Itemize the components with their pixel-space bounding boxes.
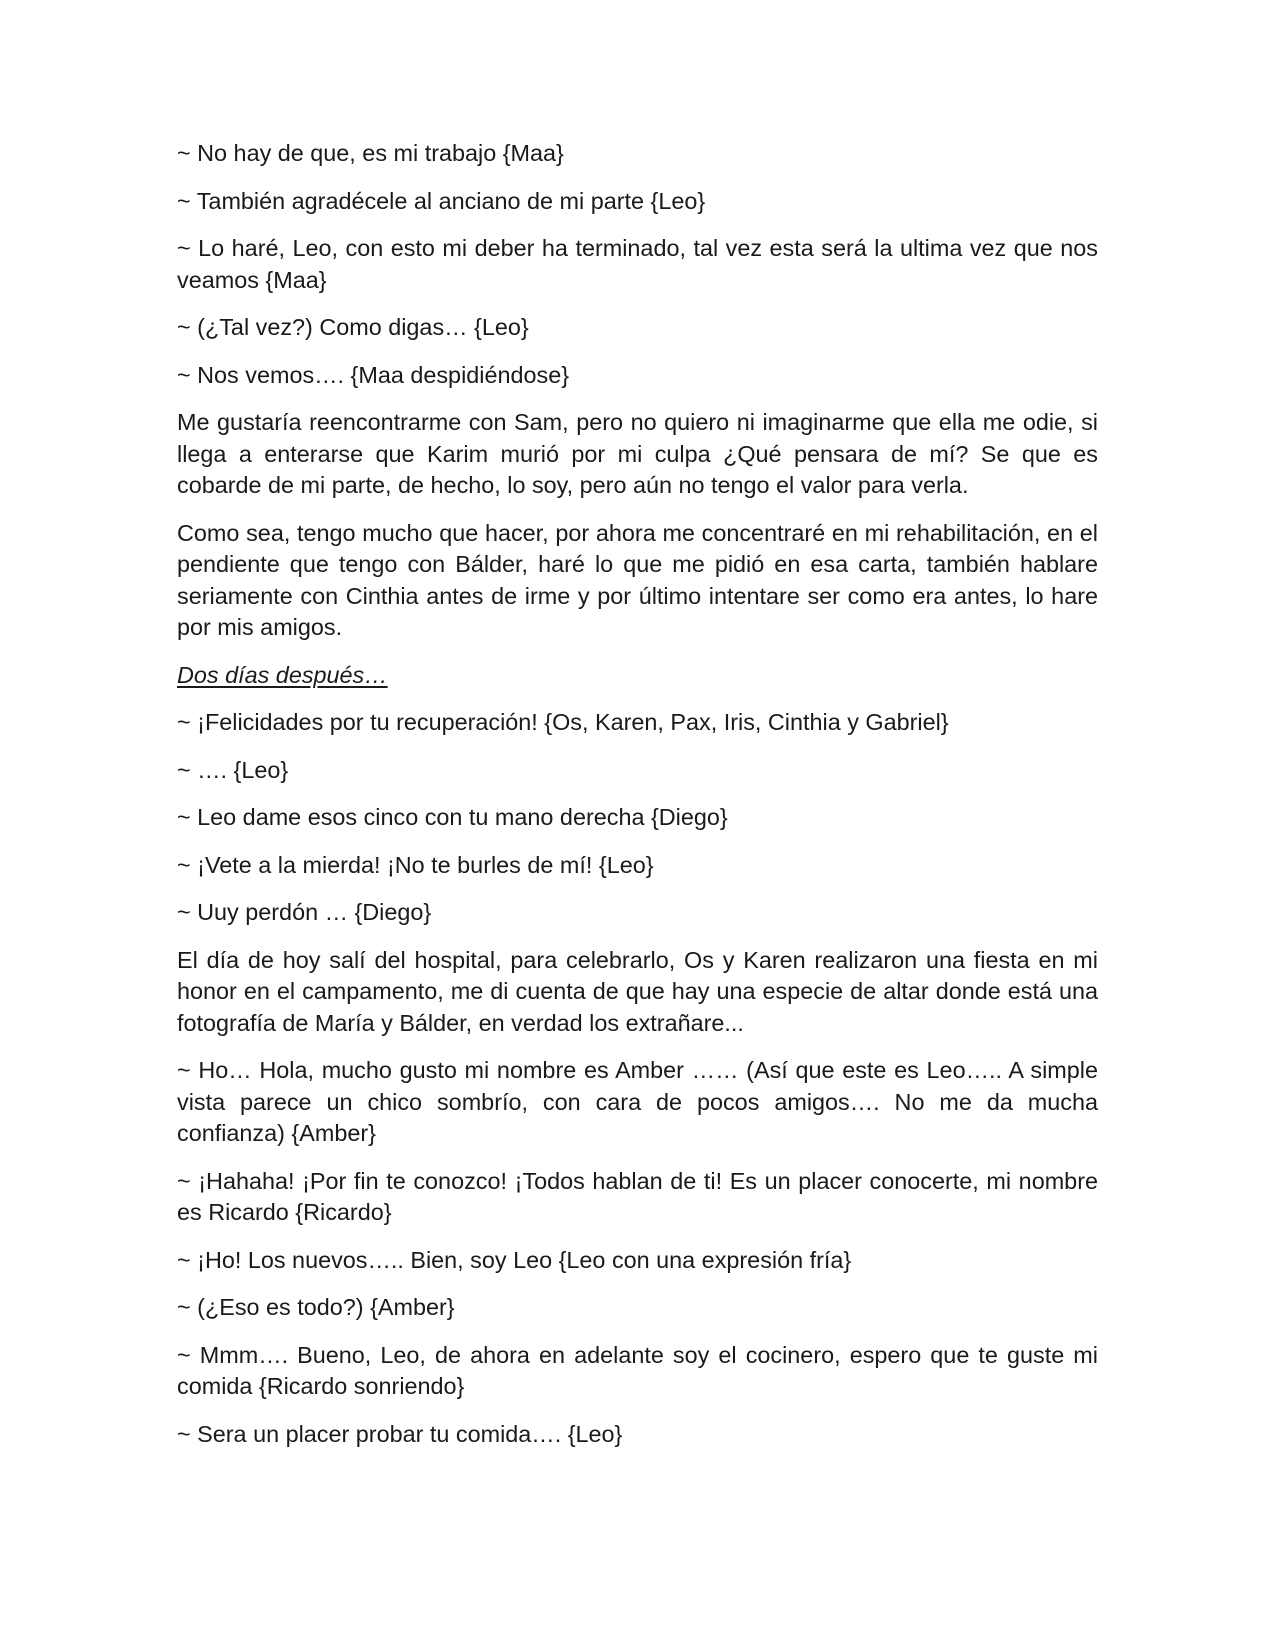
narration-paragraph: El día de hoy salí del hospital, para celebrarlo, Os y Karen realizaron una fiesta en mi honor en el campamento, me di cuenta de que hay una especie de altar donde está una fotografía de María y Bálder, en verdad los extrañare... bbox=[177, 946, 1098, 1036]
dialogue-line: ~ Mmm…. Bueno, Leo, de ahora en adelante soy el cocinero, espero que te guste mi comida {Ricardo sonriendo} bbox=[177, 1341, 1098, 1399]
dialogue-line: ~ ¡Vete a la mierda! ¡No te burles de mí! {Leo} bbox=[177, 851, 654, 878]
narration-paragraph: Como sea, tengo mucho que hacer, por ahora me concentraré en mi rehabilitación, en el pendiente que tengo con Bálder, haré lo que me pidió en esa carta, también hablare seriamente con Cinthia antes de irme y por último intentare ser como era antes, lo hare por mis amigos. bbox=[177, 519, 1098, 640]
dialogue-line: ~ …. {Leo} bbox=[177, 756, 289, 783]
dialogue-line: ~ (¿Eso es todo?) {Amber} bbox=[177, 1294, 455, 1320]
dialogue-line: ~ Sera un placer probar tu comida…. {Leo} bbox=[177, 1420, 623, 1447]
narration-paragraph: Me gustaría reencontrarme con Sam, pero no quiero ni imaginarme que ella me odie, si llega a enterarse que Karim murió por mi culpa ¿Qué pensara de mí? Se que es cobarde de mi parte, de hecho, lo soy, pero aún no tengo el valor para verla. bbox=[177, 409, 1098, 498]
dialogue-line: ~ Nos vemos…. {Maa despidiéndose} bbox=[177, 361, 570, 388]
scene-break-text: Dos días después… bbox=[177, 661, 388, 688]
dialogue-line: ~ (¿Tal vez?) Como digas… {Leo} bbox=[177, 314, 529, 340]
document-page bbox=[177, 138, 1098, 1466]
dialogue-line: ~ No hay de que, es mi trabajo {Maa} bbox=[177, 140, 564, 166]
dialogue-line: ~ Ho… Hola, mucho gusto mi nombre es Amber …… (Así que este es Leo….. A simple vista parece un chico sombrío, con cara de pocos amigos…. No me da mucha confianza) {Amber} bbox=[177, 1057, 1098, 1146]
dialogue-line: ~ Lo haré, Leo, con esto mi deber ha terminado, tal vez esta será la ultima vez que nos veamos {Maa} bbox=[177, 235, 1098, 293]
dialogue-line: ~ También agradécele al anciano de mi parte {Leo} bbox=[177, 187, 706, 214]
dialogue-line: ~ Uuy perdón … {Diego} bbox=[177, 899, 432, 925]
scene-break-heading bbox=[177, 660, 1098, 692]
dialogue-line: ~ ¡Felicidades por tu recuperación! {Os, Karen, Pax, Iris, Cinthia y Gabriel} bbox=[177, 709, 949, 735]
dialogue-line: ~ ¡Ho! Los nuevos….. Bien, soy Leo {Leo con una expresión fría} bbox=[177, 1246, 852, 1273]
dialogue-line: ~ Leo dame esos cinco con tu mano derecha {Diego} bbox=[177, 804, 728, 830]
dialogue-line: ~ ¡Hahaha! ¡Por fin te conozco! ¡Todos hablan de ti! Es un placer conocerte, mi nombre es Ricardo {Ricardo} bbox=[177, 1167, 1098, 1225]
